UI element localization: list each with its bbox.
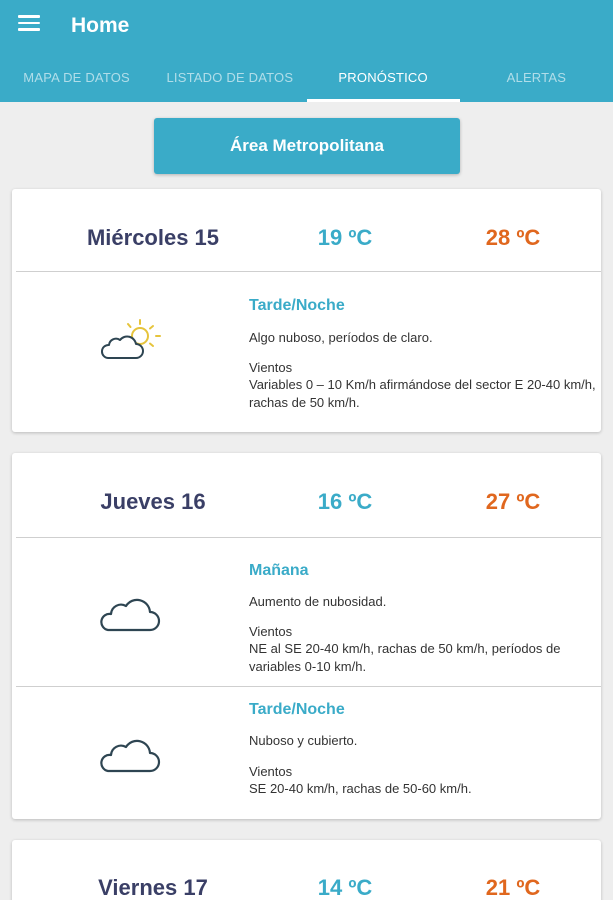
tab-bar (0, 58, 613, 102)
wind-description: NE al SE 20-40 km/h, rachas de 50 km/h, períodos de variables 0-10 km/h. (249, 641, 561, 674)
min-temp: 14 ºC (317, 875, 373, 900)
app-title: Home (71, 14, 130, 37)
min-temp: 19 ºC (317, 225, 373, 250)
wind-description: Variables 0 – 10 Km/h afirmándose del sector E 20-40 km/h, rachas de 50 km/h. (249, 377, 596, 410)
partly-cloudy-icon (98, 314, 164, 368)
period-description: Aumento de nubosidad. (249, 594, 387, 609)
day-header (12, 189, 601, 272)
min-temp: 16 ºC (317, 489, 373, 514)
forecast-period (12, 538, 601, 686)
period-title: Mañana (249, 562, 309, 579)
forecast-card (12, 453, 601, 819)
day-name: Miércoles 15 (86, 225, 220, 250)
cloud-icon (98, 723, 164, 777)
app-bar (0, 0, 613, 102)
max-temp: 28 ºC (485, 225, 541, 250)
day-header (12, 453, 601, 536)
wind-description: SE 20-40 km/h, rachas de 50-60 km/h. (249, 781, 472, 796)
wind-label: Vientos (249, 764, 293, 779)
max-temp: 21 ºC (485, 875, 541, 900)
tab-pronostico[interactable]: PRONÓSTICO (307, 58, 460, 102)
wind-label: Vientos (249, 624, 293, 639)
day-name: Jueves 16 (100, 489, 206, 514)
region-select-button[interactable]: Área Metropolitana (154, 118, 460, 174)
tab-alertas[interactable]: ALERTAS (506, 70, 567, 85)
day-name: Viernes 17 (98, 875, 208, 900)
forecast-period (12, 687, 601, 819)
period-title: Tarde/Noche (249, 701, 345, 718)
period-description: Nuboso y cubierto. (249, 733, 358, 748)
cloud-icon (98, 582, 164, 636)
forecast-card (12, 840, 601, 900)
tab-listado-de-datos[interactable]: LISTADO DE DATOS (166, 70, 294, 85)
menu-icon[interactable] (18, 15, 40, 33)
wind-label: Vientos (249, 360, 293, 375)
forecast-period (12, 272, 601, 432)
period-description: Algo nuboso, períodos de claro. (249, 330, 433, 345)
max-temp: 27 ºC (485, 489, 541, 514)
forecast-card (12, 189, 601, 432)
period-title: Tarde/Noche (249, 297, 345, 314)
tab-mapa-de-datos[interactable]: MAPA DE DATOS (23, 70, 130, 85)
day-header (12, 840, 601, 900)
